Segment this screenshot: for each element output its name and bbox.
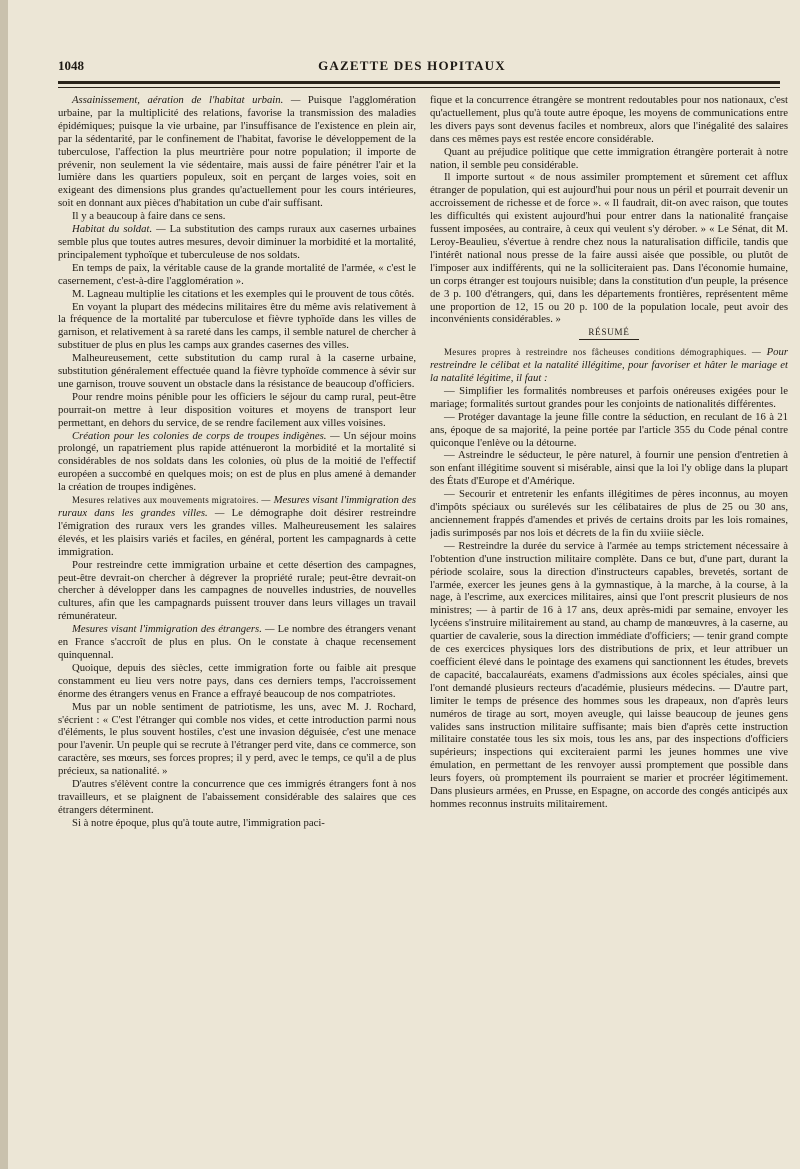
journal-title: GAZETTE DES HOPITAUX — [318, 58, 506, 73]
paragraph-text: Le démographe doit désirer restreindre l'émigration des ruraux vers les grandes villes. Malheureusement les salaires élevés, et les plaisirs variés et faciles, en général, portent les campagnards à cette immigration. — [58, 507, 416, 558]
column-right — [430, 94, 788, 1164]
paragraph — [430, 540, 788, 811]
paragraph-text: — Secourir et entretenir les enfants illégitimes de pères inconnus, au moyen d'impôts spéciaux ou surélevés sur les célibataires de plus de 25 ou 30 ans, anciennement frappés d'amendes et privés de certains droits par les lois romaines, jadis surimposés par nos lois et décrets de la fin du xviiie siècle. — [430, 488, 788, 539]
paragraph — [58, 778, 416, 817]
paragraph-text: Puisque l'agglomération urbaine, par la multiplicité des relations, favorise la transmission des maladies épidémiques; puisque la vie urbaine, par l'insuffisance de l'existence en plein air, par la sédentarité, par le confinement de l'habitat, favorise le développement de la tuberculose, l'affection la plus meurtrière pour notre population; il importe de prévenir, non seulement la vie sédentaire, mais aussi de faire pénétrer l'air et la lumière dans les quartiers populeux, soit en perçant de larges voies, soit en exigeant des dimensions plus grandes qu'actuellement pour les cours intérieures, soit en donnant aux pièces d'habitation un cube d'air suffisant. — [58, 94, 416, 210]
paragraph-text: — Astreindre le séducteur, le père naturel, à fournir une pension d'entretien à son enfant illégitime souvent si misérable, ainsi que la loi l'y oblige dans la plupart des États d'Europe et d'Amérique. — [430, 449, 788, 488]
paragraph-text: Pour rendre moins pénible pour les officiers le séjour du camp rural, peut-être pourrait-on mettre à leur disposition voitures et moyens de transport leur permettant, en dehors du service, de se rendre facilement aux villes voisines. — [58, 390, 416, 429]
paragraph-text: Un séjour moins prolongé, un rapatriement plus rapide atténueront la morbidité et la mortalité si considérables de nos soldats dans les colonies, où plus de la moitié de l'effectif européen a succombé en quelques mois; on est de plus en plus amené à demander la création de troupes indigènes. — [58, 429, 416, 494]
paragraph — [58, 817, 416, 830]
paragraph-lead: Création pour les colonies de corps de troupes indigènes. — — [72, 429, 340, 442]
paragraph-text: — Restreindre la durée du service à l'armée au temps strictement nécessaire à l'obtention d'une instruction militaire complète. Dans ce but, d'une part, durant la période scolaire, sous la direction d'instructeurs capables, brevetés, sortant de l'armée, exercer les jeunes gens à la gymnastique, à la marche, à la course, à la nage, à l'escrime, aux exercices militaires, ainsi que l'ont prescrit plusieurs de nos ministres; — à partir de 16 à 17 ans, deux après-midi par semaine, envoyer les lycéens s'instruire militairement au stand, au champ de manœuvres, à la caserne, au quartier de cavalerie, sous la direction immédiate d'officiers; — tenir grand compte de ces exercices physiques lors des distributions de prix, et leur attribuer un coefficient élevé dans le pointage des examens qui sanctionnent les études, brevets de capacité, baccalauréats, examens d'admissions aux écoles spéciales, ainsi que l'ont demandé plusieurs recteurs d'académie, plusieurs médecins. — D'autre part, limiter le temps de présence des hommes sous les drapeaux, non d'après leurs numéros de tirage au sort, moyen aveugle, qui laisse beaucoup de jeunes gens valides sans instruction militaire suffisante; mais bien d'après cette instruction militaire constatée tous les six mois, tous les ans, par des inspections d'officiers supérieurs; inspections qui exciteraient parmi les jeunes hommes une vive émulation, en permettant de les renvoyer aussi promptement que possible dans leurs foyers, où promptement ils pourraient se marier et procréer légitimement. Dans plusieurs armées, en Prusse, en Espagne, on accorde des congés anticipés aux hommes reconnus instruits militairement. — [430, 539, 788, 810]
paragraph — [58, 94, 416, 210]
paragraph — [58, 391, 416, 430]
paragraph — [58, 559, 416, 624]
section-heading: Mesures relatives aux mouvements migratoires. — — [72, 495, 271, 506]
paragraph — [58, 262, 416, 288]
paragraph — [58, 301, 416, 353]
paragraph — [430, 146, 788, 172]
paragraph-text: M. Lagneau multiplie les citations et les exemples qui le prouvent de tous côtés. — [72, 287, 415, 300]
paragraph — [430, 449, 788, 488]
paragraph-text: En voyant la plupart des médecins militaires être du même avis relativement à la fréquence de la mortalité par tuberculose et fièvre typhoïde dans les villes de garnison, et relativement à sa rareté dans les camps, il semble naturel de chercher à substituer de plus en plus les camps aux grandes casernes des villes. — [58, 300, 416, 352]
paragraph-text: Malheureusement, cette substitution du camp rural à la caserne urbaine, substitution généralement effectuée quand la fièvre typhoïde commence à sévir sur une garnison, trouve souvent un obstacle dans la résistance de beaucoup d'officiers. — [58, 352, 416, 390]
page-header — [58, 58, 780, 80]
paragraph-text: fique et la concurrence étrangère se montrent redoutables pour nos nationaux, c'est qu'actuellement, plus qu'à toute autre époque, les moyens de communications entre les divers pays sont devenus faciles et nombreux, alors que l'inégalité des salaires dans ces mêmes pays est restée encore considérable. — [430, 94, 788, 145]
paragraph — [430, 385, 788, 411]
column-left — [58, 94, 416, 1164]
paragraph-text: Il importe surtout « de nous assimiler promptement et sûrement cet afflux étranger de population, qui est aujourd'hui pour nous un péril et pourrait devenir un accroissement de richesse et de force ». « Il faudrait, dit-on avec raison, que toutes les difficultés qui existent aujourd'hui pour entrer dans la nationalité française fussent imposées, au contraire, à ceux qui veulent s'y dérober. » « Le Sénat, dit M. Leroy-Beaulieu, s'évertue à rendre chez nous la naturalisation difficile, tandis que l'intérêt national nous presse de la faire aussi aisée que possible, ou plutôt de l'imposer aux indifférents, qui ne la solliciteraient pas. Dans l'économie humaine, un corps étranger est toujours nuisible; dans la constitution d'un peuple, la présence de 3 p. 100 d'étrangers, qui, dans les départements frontières, représentent même une proportion de 12, 15 ou 20 p. 100 de la population locale, peut avoir des inconvénients considérables. » — [430, 171, 788, 326]
paragraph — [430, 411, 788, 450]
paragraph — [58, 352, 416, 391]
paragraph-lead: Mesures visant l'immigration des étrangers. — — [72, 623, 275, 636]
page-binding-edge — [0, 0, 8, 1169]
paragraph-text: D'autres s'élèvent contre la concurrence que ces immigrés étrangers font à nos travailleurs, et se plaignent de l'abaissement considérable des salaires que ces étrangers déterminent. — [58, 778, 416, 816]
paragraph — [430, 94, 788, 146]
paragraph — [58, 494, 416, 559]
paragraph — [430, 171, 788, 326]
paragraph — [58, 662, 416, 701]
paragraph — [58, 223, 416, 262]
paragraph-lead: Assainissement, aération de l'habitat urbain. — — [72, 94, 301, 106]
section-heading: Mesures propres à restreindre nos fâcheuses conditions démographiques. — — [444, 347, 762, 358]
paragraph-text: La substitution des camps ruraux aux casernes urbaines semble plus que toutes autres mesures, devoir diminuer la morbidité et la mortalité, principalement typhoïque et tuberculeuse de nos soldats. — [58, 223, 416, 261]
header-rule-thin — [58, 87, 780, 88]
paragraph-text: Pour restreindre cette immigration urbaine et cette désertion des campagnes, peut-être devrait-on chercher à dégrever la propriété rurale; peut-être devrait-on chercher à développer dans les campagnes de nouvelles industries, de nouvelles cultures, afin que les campagnards puissent trouver dans leurs villages un travail rémunérateur. — [58, 558, 416, 623]
paragraph — [430, 346, 788, 385]
paragraph-text: — Protéger davantage la jeune fille contre la séduction, en reculant de 16 à 21 ans, époque de sa majorité, la peine portée par l'article 355 du Code pénal contre quiconque l'enlève ou la détourne. — [430, 410, 788, 449]
paragraph-text: Il y a beaucoup à faire dans ce sens. — [72, 210, 226, 223]
paragraph-lead: Habitat du soldat. — — [72, 223, 166, 236]
resume-rule — [579, 339, 639, 340]
paragraph — [58, 210, 416, 223]
paragraph-text: Si à notre époque, plus qu'à toute autre, l'immigration paci- — [72, 816, 325, 829]
header-rule-thick — [58, 81, 780, 84]
paragraph-text: Quoique, depuis des siècles, cette immigration forte ou faible ait presque constamment eu lieu vers notre pays, dans ces derniers temps, l'accroissement énorme des étrangers venus en France a effrayé beaucoup de nos compatriotes. — [58, 661, 416, 700]
paragraph — [58, 623, 416, 662]
page-number: 1048 — [58, 58, 84, 73]
paragraph-lead: Pour restreindre le célibat et la natalité illégitime, pour favoriser et hâter le mariage et la natalité légitime, il faut : — [430, 346, 788, 385]
paragraph-text: Quant au préjudice politique que cette immigration étrangère porterait à notre nation, il semble peu considérable. — [430, 145, 788, 171]
paragraph-lead: Mesures visant l'immigration des ruraux dans les grandes villes. — — [58, 494, 416, 519]
paragraph-text: Mus par un noble sentiment de patriotisme, les uns, avec M. J. Rochard, s'écrient : « C'est l'étranger qui comble nos vides, et cette introduction parmi nous d'éléments, le plus souvent hostiles, c'est une invasion déguisée, c'est une menace pour l'avenir. Un peuple qui se recrute à l'étranger perd vite, dans ce commerce, son caractère, ses mœurs, ses forces propres; il y perd, avec le temps, ce qu'il a de plus précieux, sa nationalité. » — [58, 700, 416, 778]
resume-title: RÉSUMÉ — [588, 327, 630, 338]
paragraph-text: Le nombre des étrangers venant en France s'accroît de plus en plus. On le constate à chaque recensement quinquennal. — [58, 623, 416, 661]
paragraph-text: En temps de paix, la véritable cause de la grande mortalité de l'armée, « c'est le casernement, c'est-à-dire l'agglomération ». — [58, 261, 416, 287]
paragraph — [58, 288, 416, 301]
paragraph — [58, 430, 416, 495]
paragraph — [430, 488, 788, 540]
text-columns — [58, 94, 788, 1164]
paragraph — [58, 701, 416, 778]
paragraph-text: — Simplifier les formalités nombreuses et parfois onéreuses exigées pour le mariage; formalités surtout grandes pour les conjoints de nationalités différentes. — [430, 384, 788, 410]
